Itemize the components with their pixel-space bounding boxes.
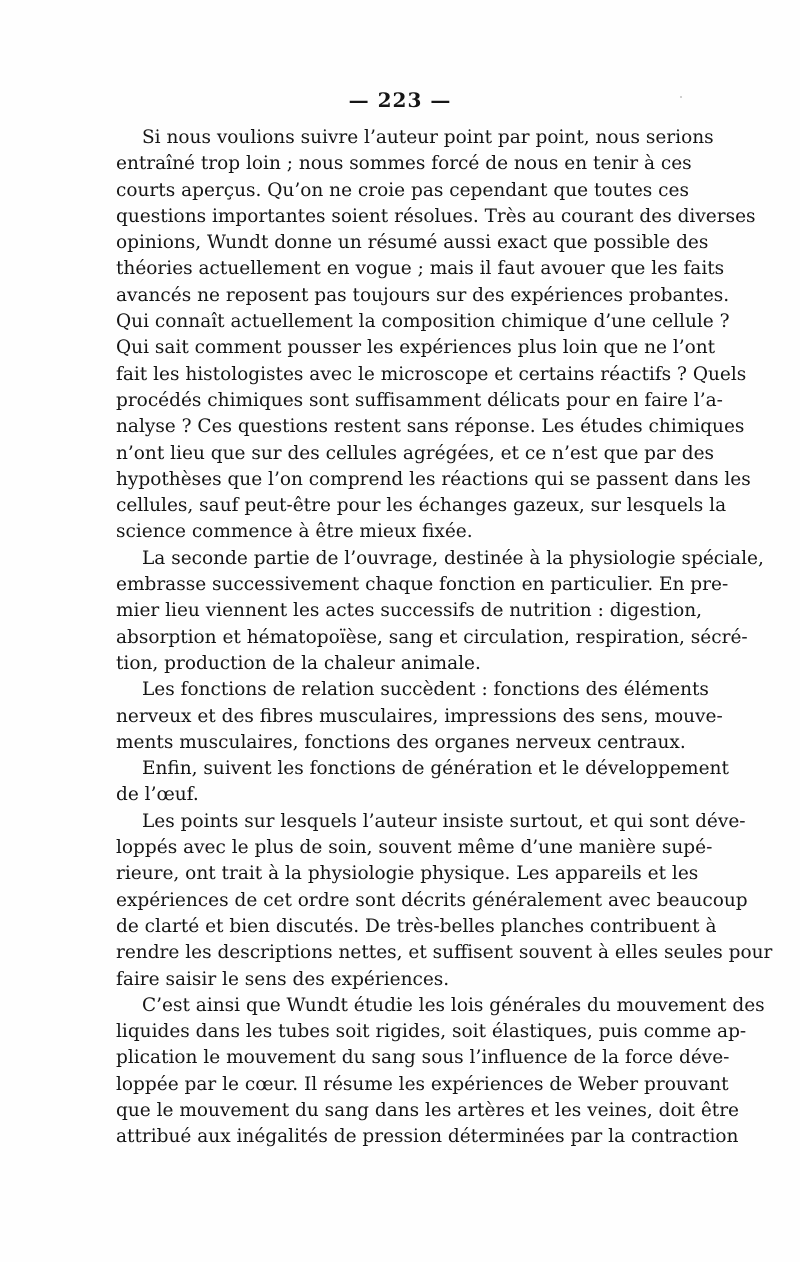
text-line: Les points sur lesquels l’auteur insiste surtout, et qui sont déve- [142,810,746,832]
text-line: science commence à être mieux fixée. [116,521,473,543]
body-text [116,125,773,1151]
text-line: opinions, Wundt donne un résumé aussi exact que possible des [116,232,709,254]
text-line: loppés avec le plus de soin, souvent même d’une manière supé- [116,837,713,859]
text-line: expériences de cet ordre sont décrits généralement avec beaucoup [116,889,748,911]
text-line: hypothèses que l’on comprend les réactions qui se passent dans les [116,468,751,490]
text-line: tion, production de la chaleur animale. [116,652,481,674]
page-number: — 223 — [348,88,452,112]
text-line: ments musculaires, fonctions des organes nerveux centraux. [116,731,686,753]
text-line: nalyse ? Ces questions restent sans réponse. Les études chimiques [116,416,745,438]
text-line: de clarté et bien discutés. De très-belles planches contribuent à [116,915,717,937]
text-line: que le mouvement du sang dans les artères et les veines, doit être [116,1099,739,1121]
text-line: liquides dans les tubes soit rigides, soit élastiques, puis comme ap- [116,1021,747,1043]
text-line: cellules, sauf peut-être pour les échanges gazeux, sur lesquels la [116,495,727,517]
text-line: rendre les descriptions nettes, et suffisent souvent à elles seules pour [116,942,773,964]
text-line: Les fonctions de relation succèdent : fonctions des éléments [142,679,709,701]
text-line: Si nous voulions suivre l’auteur point par point, nous serions [142,127,714,148]
text-line: faire saisir le sens des expériences. [116,968,450,990]
text-line: rieure, ont trait à la physiologie physique. Les appareils et les [116,863,699,885]
text-line: courts aperçus. Qu’on ne croie pas cependant que toutes ces [116,179,689,201]
text-line: attribué aux inégalités de pression déterminées par la contraction [116,1126,739,1148]
text-line: avancés ne reposent pas toujours sur des expériences probantes. [116,284,730,306]
text-line: La seconde partie de l’ouvrage, destinée à la physiologie spéciale, [142,547,764,569]
text-line: Qui connaît actuellement la composition chimique d’une cellule ? [116,311,730,333]
text-line: nerveux et des fibres musculaires, impressions des sens, mouve- [116,705,723,727]
text-line: procédés chimiques sont suffisamment délicats pour en faire l’a- [116,389,723,411]
text-line: questions importantes soient résolues. Très au courant des diverses [116,205,756,227]
text-line: mier lieu viennent les actes successifs de nutrition : digestion, [116,600,703,622]
text-line: fait les histologistes avec le microscope et certains réactifs ? Quels [116,363,747,385]
text-line: embrasse successivement chaque fonction en particulier. En pre- [116,574,729,596]
text-line: entraîné trop loin ; nous sommes forcé de nous en tenir à ces [116,153,692,175]
text-line: C’est ainsi que Wundt étudie les lois générales du mouvement des [142,994,765,1016]
text-line: plication le mouvement du sang sous l’influence de la force déve- [116,1047,730,1069]
text-line: de l’œuf. [116,784,199,806]
text-line: Enfin, suivent les fonctions de génération et le développement [142,758,729,780]
text-line: absorption et hématopoïèse, sang et circulation, respiration, sécré- [116,626,748,648]
text-line: théories actuellement en vogue ; mais il faut avouer que les faits [116,258,725,280]
text-line: loppée par le cœur. Il résume les expériences de Weber prouvant [116,1073,729,1095]
text-line: Qui sait comment pousser les expériences plus loin que ne l’ont [116,337,716,359]
text-line: n’ont lieu que sur des cellules agrégées, et ce n’est que par des [116,442,715,464]
